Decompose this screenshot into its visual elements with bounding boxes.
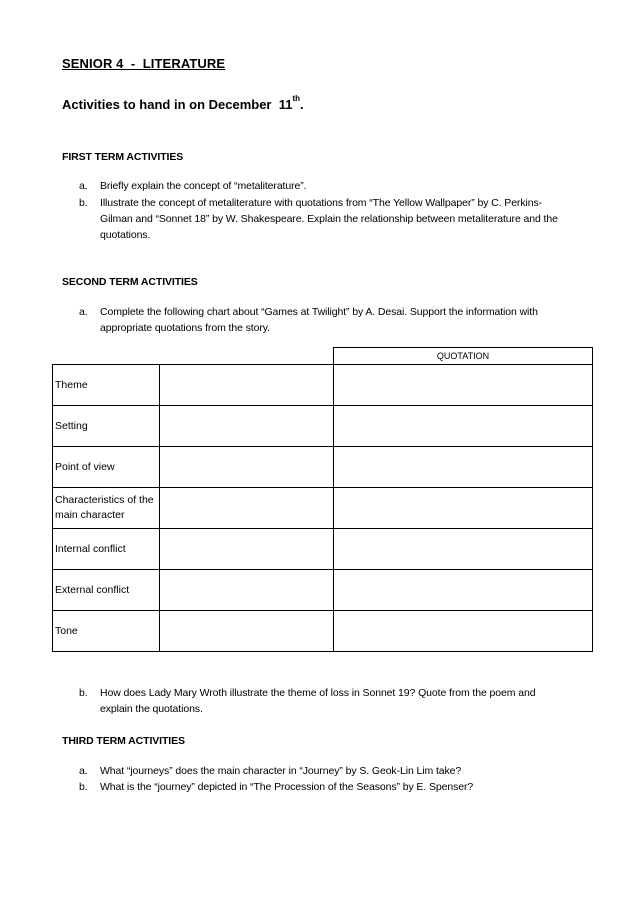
answer-cell: [159, 447, 333, 488]
answer-cell: [159, 488, 333, 529]
quotation-header: QUOTATION: [333, 348, 592, 365]
answer-cell: [159, 611, 333, 652]
chart-header-blank: [159, 348, 333, 365]
item-marker: a.: [79, 180, 88, 192]
second-term-item-b: [79, 685, 570, 717]
chart-row-tone: [53, 611, 593, 652]
chart-row-setting: [53, 406, 593, 447]
chart-row-theme: [53, 365, 593, 406]
item-text: Complete the following chart about “Games at Twilight” by A. Desai. Support the information with appropriate quotations from the story.: [100, 306, 538, 334]
subtitle-superscript: th: [292, 94, 301, 103]
row-label: Tone: [53, 611, 160, 652]
item-marker: b.: [79, 197, 88, 209]
row-label: External conflict: [53, 570, 160, 611]
item-text: What “journeys” does the main character in “Journey” by S. Geok-Lin Lim take?: [100, 765, 462, 777]
quotation-cell: [333, 529, 592, 570]
chart-row-external-conflict: [53, 570, 593, 611]
quotation-cell: [333, 447, 592, 488]
answer-cell: [159, 570, 333, 611]
item-marker: a.: [79, 306, 88, 318]
first-term-heading: FIRST TERM ACTIVITIES: [62, 151, 184, 163]
document-subtitle: [62, 94, 304, 112]
third-term-heading: THIRD TERM ACTIVITIES: [62, 735, 185, 747]
chart-header-row: [53, 348, 593, 365]
first-term-item-a: [79, 178, 570, 194]
row-label: Setting: [53, 406, 160, 447]
chart-row-characteristics: [53, 488, 593, 529]
row-label: Theme: [53, 365, 160, 406]
row-label: Characteristics of the main character: [53, 488, 160, 529]
quotation-cell: [333, 570, 592, 611]
chart-row-point-of-view: [53, 447, 593, 488]
subtitle-text: Activities to hand in on December 11: [62, 97, 293, 112]
answer-cell: [159, 529, 333, 570]
chart-row-internal-conflict: [53, 529, 593, 570]
third-term-item-a: [79, 763, 570, 779]
second-term-item-a: [79, 304, 570, 336]
document-title: SENIOR 4 - LITERATURE: [62, 56, 226, 71]
item-text: What is the “journey” depicted in “The Procession of the Seasons” by E. Spenser?: [100, 781, 474, 793]
answer-cell: [159, 406, 333, 447]
answer-cell: [159, 365, 333, 406]
chart-header-blank: [53, 348, 160, 365]
games-at-twilight-chart: [52, 347, 593, 652]
item-marker: b.: [79, 781, 88, 793]
item-text: How does Lady Mary Wroth illustrate the theme of loss in Sonnet 19? Quote from the poem and explain the quotations.: [100, 687, 536, 715]
item-text: Briefly explain the concept of “metaliterature”.: [100, 180, 307, 192]
second-term-heading: SECOND TERM ACTIVITIES: [62, 276, 198, 288]
subtitle-period: .: [300, 97, 304, 112]
third-term-item-b: [79, 779, 570, 795]
quotation-cell: [333, 365, 592, 406]
quotation-cell: [333, 611, 592, 652]
quotation-cell: [333, 488, 592, 529]
item-marker: a.: [79, 765, 88, 777]
first-term-item-b: [79, 195, 570, 243]
row-label: Internal conflict: [53, 529, 160, 570]
quotation-cell: [333, 406, 592, 447]
item-marker: b.: [79, 687, 88, 699]
row-label: Point of view: [53, 447, 160, 488]
item-text: Illustrate the concept of metaliterature with quotations from “The Yellow Wallpaper” by C. Perkins-Gilman and “Sonnet 18” by W. Shakespeare. Explain the relationship between metaliterature and the quotations.: [100, 197, 558, 241]
